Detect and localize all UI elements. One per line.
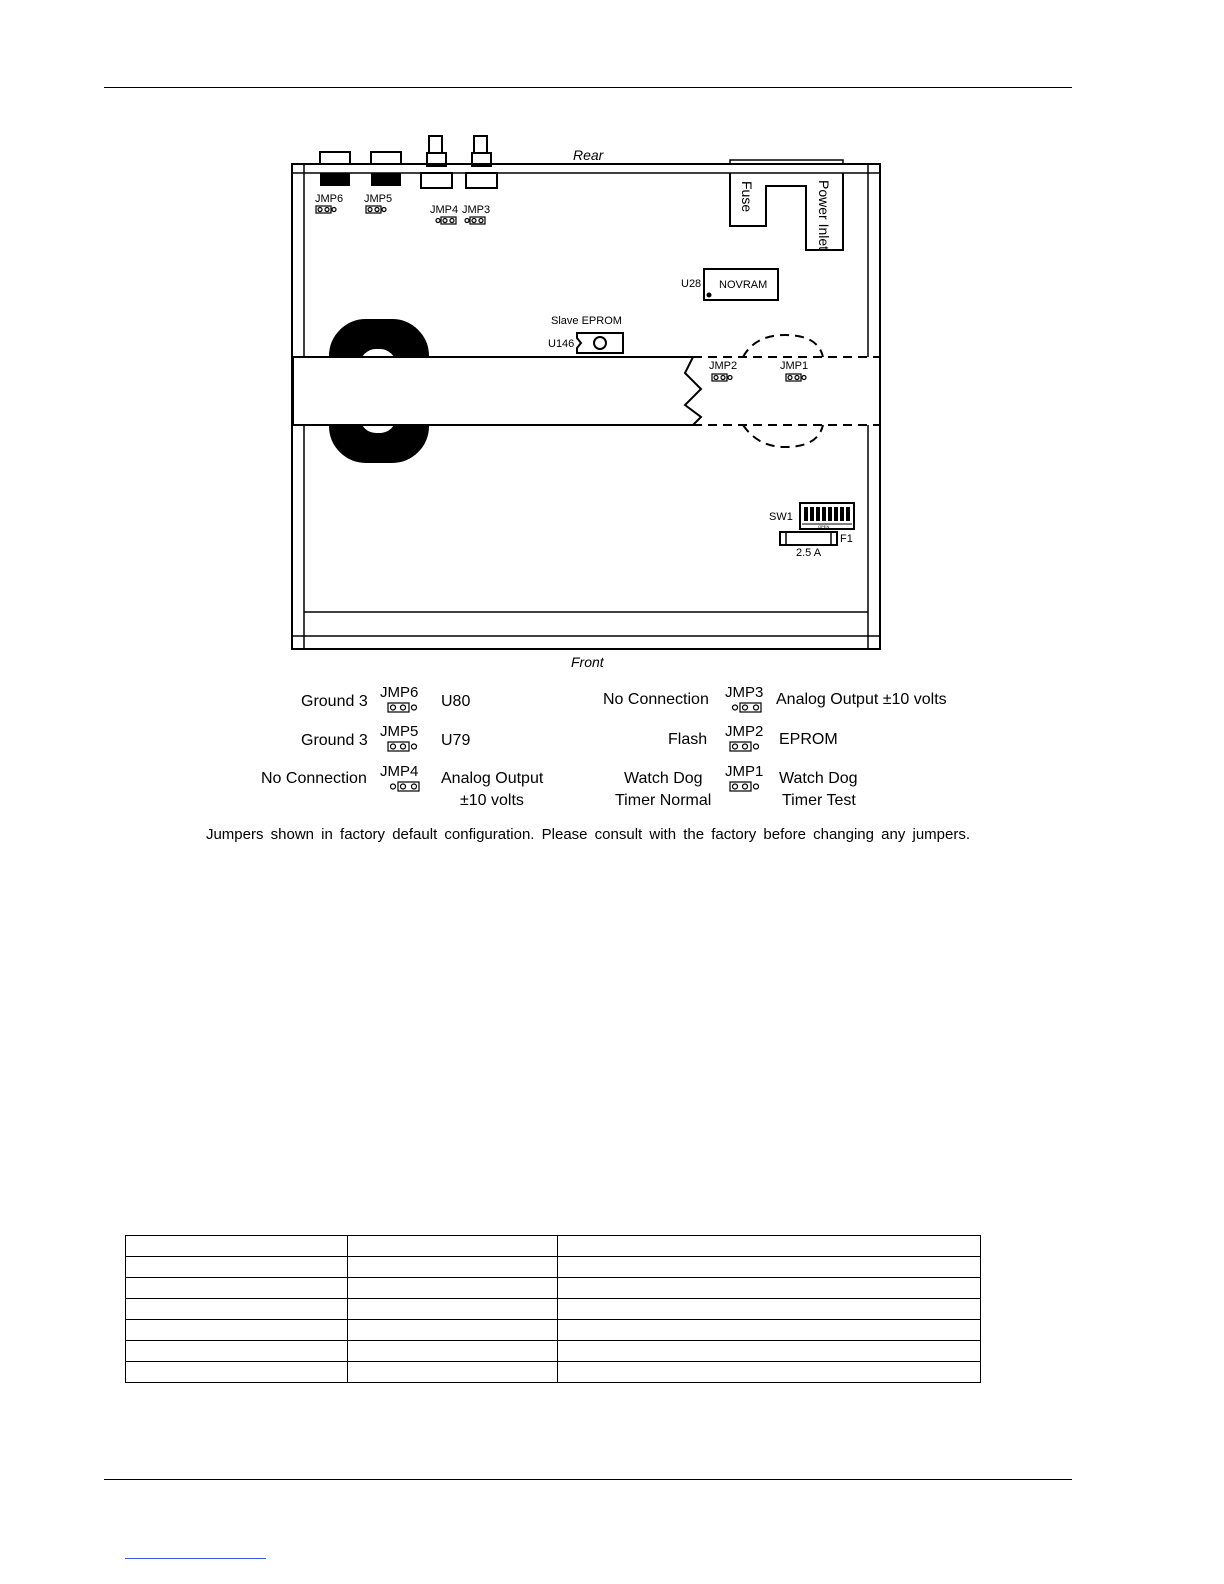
legend-jmp2-left: Flash [668,731,708,748]
cross-board [293,357,701,425]
table-row [126,1278,981,1299]
legend-jmp3-glyph [733,703,762,712]
legend-jmp1-left-2: Timer Normal [615,792,712,809]
table-row [126,1320,981,1341]
slave-eprom-ref: U146 [548,338,575,350]
footer-rule [104,1479,1072,1480]
sw1-label: SW1 [769,511,793,523]
legend-jmp6-right: U80 [441,693,471,710]
sw1-open-label: OPEN [818,524,830,529]
legend-jmp3-left: No Connection [603,691,709,708]
legend-jmp5-glyph [388,742,417,751]
table-row [126,1299,981,1320]
bnc-connector-1 [421,173,452,188]
board-jmp6-label: JMP6 [315,193,344,205]
board-jmp2-label: JMP2 [709,360,738,372]
legend-jmp5-left: Ground 3 [301,732,368,749]
legend-jmp6-glyph [388,703,417,712]
legend-jmp1-left: Watch Dog [624,770,703,787]
board-jmp6-glyph [316,206,336,213]
legend-jmp2-right: EPROM [779,731,838,748]
legend-jmp2-glyph [730,742,759,751]
board-jmp3-label: JMP3 [462,204,491,216]
legend-jmp3-name: JMP3 [725,684,764,701]
footer-link-underline[interactable] [125,1558,266,1559]
novram-label: NOVRAM [719,279,768,291]
board-jmp1-label: JMP1 [780,360,809,372]
rear-connector-2 [371,152,401,164]
legend-jmp6-name: JMP6 [380,684,419,701]
fuse-f1 [780,532,837,545]
legend-jmp4-name: JMP4 [380,763,419,780]
legend-jmp1-right-2: Timer Test [782,792,856,809]
legend-jmp1-right: Watch Dog [779,770,858,787]
table-row [126,1257,981,1278]
rear-connector-1 [320,152,350,164]
config-table [125,1235,981,1383]
board-jmp5-glyph [366,206,386,213]
front-label: Front [571,654,604,670]
legend-jmp1-glyph [730,782,759,791]
legend-jmp5-right: U79 [441,732,471,749]
legend-jmp5-name: JMP5 [380,723,419,740]
board-jmp3-glyph [465,217,485,224]
board-jmp4-glyph [436,217,456,224]
legend-jmp2-name: JMP2 [725,723,764,740]
board-jmp2-glyph [712,374,732,381]
board-jmp1-glyph [786,374,806,381]
board-jmp5-label: JMP5 [364,193,393,205]
legend-jmp6-left: Ground 3 [301,693,368,710]
table-row [126,1236,981,1257]
legend-jmp3-right: Analog Output ±10 volts [776,691,947,708]
fuse-rating-label: 2.5 A [796,547,822,559]
legend-jmp4-right: Analog Output [441,770,544,787]
board-jmp4-label: JMP4 [430,204,459,216]
legend-jmp1-name: JMP1 [725,763,764,780]
jumper-note: Jumpers shown in factory default configuration. Please consult with the factory before changing any jumpers. [205,826,971,843]
table-row [126,1362,981,1383]
fuse-label: Fuse [739,181,755,213]
slave-eprom-label: Slave EPROM [551,315,622,327]
novram-ref: U28 [681,278,702,290]
table-row [126,1341,981,1362]
power-inlet-label: Power Inlet [816,180,832,251]
legend-jmp4-left: No Connection [261,770,367,787]
f1-label: F1 [840,533,853,545]
legend-jmp4-glyph [391,782,420,791]
legend-jmp4-right-2: ±10 volts [460,792,524,809]
bnc-connector-2 [466,173,497,188]
rear-label: Rear [573,147,604,163]
